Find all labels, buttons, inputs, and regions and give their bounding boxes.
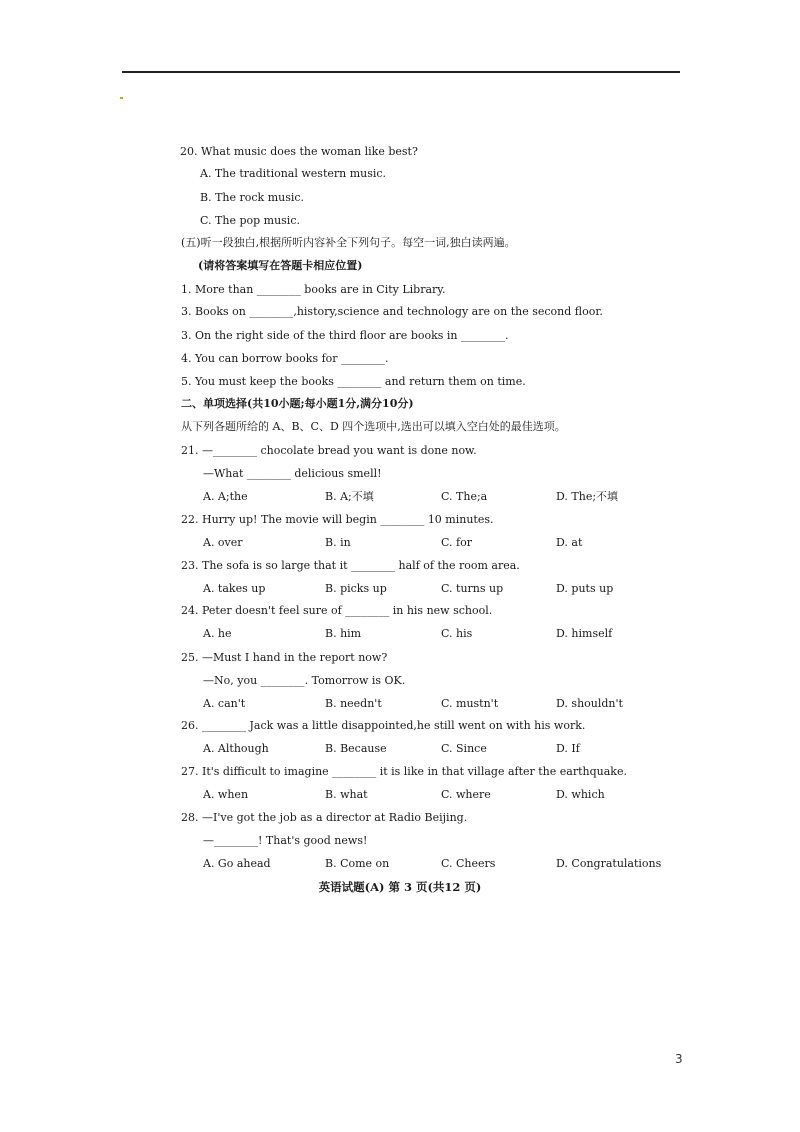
q21-option-c: C. The;a xyxy=(441,490,488,503)
q21-option-b: B. A;不填 xyxy=(325,490,374,503)
page-footer: 英语试题(A) 第 3 页(共12 页) xyxy=(318,880,482,894)
q24-option-b: B. him xyxy=(325,627,362,640)
part5-item-3: 3. On the right side of the third floor are books in ________. xyxy=(181,329,509,342)
q26-option-d: D. If xyxy=(556,742,580,755)
part5-item-4: 4. You can borrow books for ________. xyxy=(181,352,389,365)
q25-option-c: C. mustn't xyxy=(441,697,499,710)
q21-option-d: D. The;不填 xyxy=(556,490,619,503)
q28-option-c: C. Cheers xyxy=(441,857,496,870)
part5-item-5: 5. You must keep the books ________ and return them on time. xyxy=(181,375,526,388)
q26-stem: 26. ________ Jack was a little disappointed,he still went on with his work. xyxy=(181,719,586,732)
q22-stem: 22. Hurry up! The movie will begin ________ 10 minutes. xyxy=(181,513,494,526)
q27-option-d: D. which xyxy=(556,788,605,801)
q24-stem: 24. Peter doesn't feel sure of ________ in his new school. xyxy=(181,604,493,617)
q24-option-a: A. he xyxy=(203,627,232,640)
q23-stem: 23. The sofa is so large that it ________ half of the room area. xyxy=(181,559,520,572)
q24-option-d: D. himself xyxy=(556,627,613,640)
part5-item-2: 3. Books on ________,history,science and technology are on the second floor. xyxy=(181,305,603,318)
scan-speck xyxy=(120,97,123,99)
q21-option-a: A. A;the xyxy=(203,490,248,503)
q26-option-c: C. Since xyxy=(441,742,487,755)
q23-option-d: D. puts up xyxy=(556,582,614,595)
part5-item-1: 1. More than ________ books are in City Library. xyxy=(181,283,446,296)
q28-option-a: A. Go ahead xyxy=(203,857,271,870)
section2-title: 二、单项选择(共10小题;每小题1分,满分10分) xyxy=(181,397,414,410)
q25-stem: 25. —Must I hand in the report now? xyxy=(181,651,388,664)
q25-option-d: D. shouldn't xyxy=(556,697,623,710)
q27-option-c: C. where xyxy=(441,788,491,801)
q25-stem-2: —No, you ________. Tomorrow is OK. xyxy=(203,674,406,687)
q22-option-c: C. for xyxy=(441,536,472,549)
q26-option-b: B. Because xyxy=(325,742,387,755)
q23-option-c: C. turns up xyxy=(441,582,504,595)
q25-option-a: A. can't xyxy=(203,697,246,710)
q28-stem-2: —________! That's good news! xyxy=(203,834,368,847)
q24-option-c: C. his xyxy=(441,627,473,640)
q20-option-b: B. The rock music. xyxy=(200,191,305,204)
q27-option-b: B. what xyxy=(325,788,368,801)
part5-note: (请将答案填写在答题卡相应位置) xyxy=(198,259,363,272)
q23-option-a: A. takes up xyxy=(203,582,266,595)
q20-stem: 20. What music does the woman like best? xyxy=(180,145,418,158)
q28-option-b: B. Come on xyxy=(325,857,390,870)
q23-option-b: B. picks up xyxy=(325,582,387,595)
q25-option-b: B. needn't xyxy=(325,697,382,710)
q22-option-b: B. in xyxy=(325,536,351,549)
q28-stem: 28. —I've got the job as a director at Radio Beijing. xyxy=(181,811,468,824)
q28-option-d: D. Congratulations xyxy=(556,857,662,870)
q27-stem: 27. It's difficult to imagine ________ it is like in that village after the earthquake. xyxy=(181,765,627,778)
page-number: 3 xyxy=(675,1052,683,1066)
q20-option-a: A. The traditional western music. xyxy=(200,167,387,180)
q22-option-d: D. at xyxy=(556,536,583,549)
section2-instruction: 从下列各题所给的 A、B、C、D 四个选项中,选出可以填入空白处的最佳选项。 xyxy=(181,420,566,433)
q21-stem-2: —What ________ delicious smell! xyxy=(203,467,382,480)
q20-option-c: C. The pop music. xyxy=(200,214,300,227)
q22-option-a: A. over xyxy=(203,536,243,549)
part5-instruction: (五)听一段独白,根据所听内容补全下列句子。每空一词,独白读两遍。 xyxy=(181,236,516,249)
q26-option-a: A. Although xyxy=(203,742,269,755)
q21-stem: 21. —________ chocolate bread you want is done now. xyxy=(181,444,477,457)
q27-option-a: A. when xyxy=(203,788,249,801)
top-rule xyxy=(122,71,680,73)
